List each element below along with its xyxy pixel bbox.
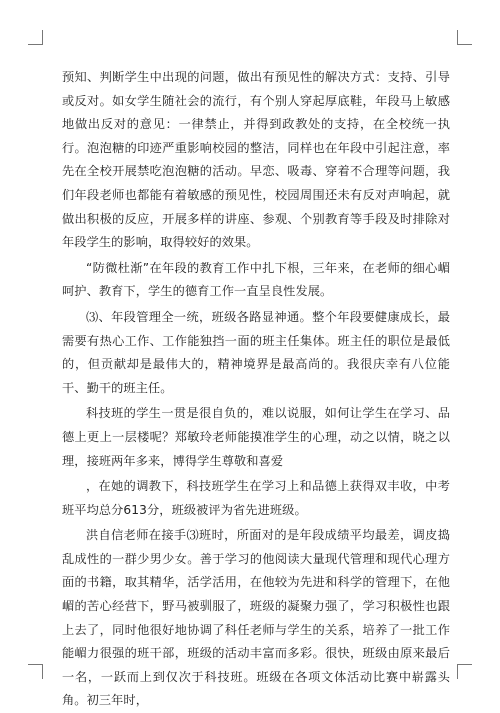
crop-mark-bottom-left xyxy=(28,664,43,679)
document-body xyxy=(62,66,450,713)
paragraph-2: “防微杜渐”在年段的教育工作中扎下根，三年来，在老师的细心嵋呵护、教育下，学生的德育工作一直呈良性发展。 xyxy=(62,260,450,299)
paragraph-5: ，在她的调教下，科技班学生在学习上和品德上获得双丰收，中考班平均总分613分，班级被评为省先进班级。 xyxy=(62,479,450,517)
crop-mark-top-left xyxy=(28,30,43,45)
paragraph-1: 预知、判断学生中出现的问题，做出有预见性的解决方式：支持、引导或反对。如女学生随社会的流行，有个别人穿起厚底鞋，年段马上敏感地做出反对的意见：一律禁止，并得到政教处的支持，在全校统一执行。泡泡糖的印迹严重影响校园的整洁，同样也在年段中引起注意，率先在全校开展禁吃泡泡糖的活动。早恋、吸毒、穿着不合理等问题，我们年段老师也都能有着敏感的预见性，校园周围还未有反对声响起，就做出积极的反应，开展多样的讲座、参观、个别教育等手段及时排除对年段学生的影响，取得较好的效果。 xyxy=(62,70,450,250)
paragraph-6: 洪自信老师在接手⑶班时，所面对的是年段成绩平均最差，调皮捣乱成性的一群少男少女。善于学习的他阅读大量现代管理和现代心理方面的书籍，取其精华，活学活用，在他较为先进和科学的管理下，在他嵋的苦心经营下，野马被驯服了，班级的凝聚力强了，学习积极性也跟上去了，同时他很好地协调了科任老师与学生的关系，培养了一批工作能嵋力很强的班干部，班级的活动丰富而多彩。很快，班级由原来最后一名，一跃而上到仅次于科技班。班级在各项文体活动比赛中崭露头角。初三年时， xyxy=(62,528,450,708)
paragraph-4: 科技班的学生一贯是很自负的，难以说服，如何让学生在学习、品德上更上一层楼呢？郑敏玲老师能摸准学生的心理，动之以情，晓之以理，接班两年多来，博得学生尊敬和喜爱 xyxy=(62,406,450,468)
crop-mark-top-right xyxy=(457,30,472,45)
paragraph-3: ⑶、年段管理全一统，班级各路显神通。整个年段要健康成长，最需要有热心工作、工作能独挡一面的班主任集体。班主任的职位是最低的，但贡献却是最伟大的，精神境界是最高尚的。我很庆幸有八位能干、勤干的班主任。 xyxy=(62,309,450,395)
crop-mark-bottom-right xyxy=(457,664,472,679)
